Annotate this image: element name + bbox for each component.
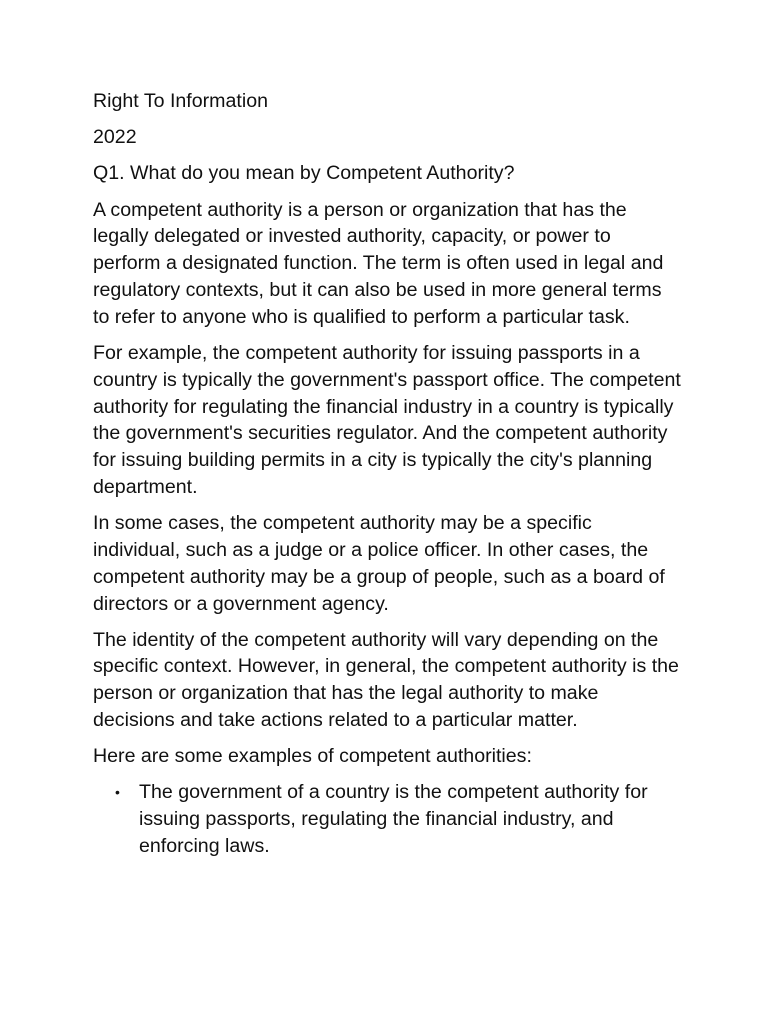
answer-paragraph-3: In some cases, the competent authority may be a specific individual, such as a judge or a police officer. In other cases, the competent authority may be a group of people, such as a board of directors or a government agency. (93, 512, 665, 615)
examples-list (93, 779, 683, 859)
document-page (93, 88, 683, 860)
list-item-text: The government of a country is the competent authority for issuing passports, regulating the financial industry, and enforcing laws. (139, 781, 648, 858)
bullet-dot-icon: • (115, 784, 120, 801)
answer-paragraph-4: The identity of the competent authority will vary depending on the specific context. However, in general, the competent authority is the person or organization that has the legal authority to make decisions and take actions related to a particular matter. (93, 628, 679, 732)
document-year: 2022 (93, 126, 137, 149)
answer-paragraph-1: A competent authority is a person or organization that has the legally delegated or invested authority, capacity, or power to perform a designated function. The term is often used in legal and regulatory contexts, but it can also be used in more general terms to refer to anyone who is qualified to perform a particular task. (93, 198, 664, 328)
question-heading: Q1. What do you mean by Competent Authority? (93, 162, 515, 185)
document-title: Right To Information (93, 90, 268, 112)
examples-intro: Here are some examples of competent authorities: (93, 745, 532, 768)
answer-paragraph-2: For example, the competent authority for issuing passports in a country is typically the government's passport office. The competent authority for regulating the financial industry in a country is typically the government's securities regulator. And the competent authority for issuing building permits in a city is typically the city's planning department. (93, 341, 681, 498)
list-item (115, 779, 683, 859)
